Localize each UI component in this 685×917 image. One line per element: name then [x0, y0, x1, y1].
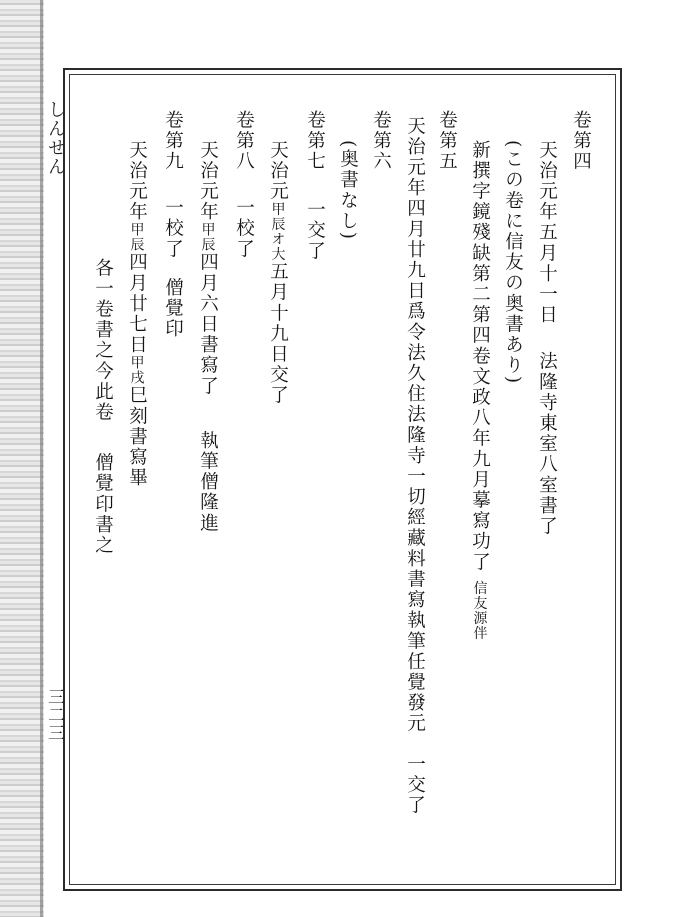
volume-heading: 卷第六 [370, 110, 392, 172]
column-15 [93, 258, 112, 556]
column-8 [338, 140, 357, 241]
column-1 [571, 110, 590, 172]
colophon-text: 天治元年 [126, 140, 148, 223]
colophon-text: 巳刻書寫畢 [126, 385, 148, 489]
column-9 [305, 110, 324, 262]
colophon-text: 天治元年五月十一日 [536, 140, 558, 326]
editorial-note: (この卷に信友の奥書あり) [502, 140, 524, 386]
column-3 [503, 140, 522, 385]
cyclical-day-small: 甲戌 [128, 355, 145, 386]
column-10 [268, 140, 287, 406]
annotation-small: オ大 [269, 231, 286, 262]
column-4 [470, 140, 489, 641]
colophon-text: 五月十九日交了 [267, 261, 289, 407]
cyclical-year-small: 甲辰 [269, 201, 286, 232]
colophon-text: 天治元 [267, 140, 289, 202]
volume-heading: 卷第七 [304, 110, 326, 172]
signature-small: 信友 [471, 580, 488, 611]
signature-small: 源伴 [471, 610, 488, 641]
page-number: 三二三 [44, 688, 64, 742]
column-5 [437, 110, 456, 172]
colophon-text: 法隆寺東室八室書了 [536, 351, 558, 537]
colophon-text: 天治元年 [197, 140, 219, 223]
column-14 [127, 140, 146, 488]
column-7 [371, 110, 390, 172]
scribe-name: 僧覺印書之 [92, 452, 114, 556]
collation-note: 一校了 [162, 197, 184, 260]
volume-heading: 卷第八 [233, 110, 255, 172]
cyclical-year-small: 甲辰 [199, 222, 216, 253]
colophon-text: 四月廿七日 [126, 252, 148, 356]
column-13 [163, 110, 182, 339]
collation-note: 一交了 [304, 199, 326, 262]
volume-heading: 卷第九 [162, 110, 184, 172]
column-6 [405, 116, 424, 816]
volume-heading: 卷第五 [436, 110, 458, 172]
colophon-text: 天治元年四月廿九日爲令法久住法隆寺一切經藏料書寫執筆任覺發元 [404, 116, 426, 734]
column-11 [234, 110, 253, 260]
cyclical-year-small: 甲辰 [128, 222, 145, 253]
collation-note: 一校了 [233, 197, 255, 260]
colophon-text: 新撰字鏡殘缺第二第四卷文政八年九月摹寫功了 [469, 140, 491, 573]
scribe-name: 僧覺印 [162, 277, 184, 340]
scribe-name: 執筆僧隆進 [197, 430, 219, 534]
margin-title: しんせん [45, 100, 66, 176]
column-2 [537, 140, 556, 537]
column-12 [198, 140, 217, 534]
colophon-text: 一交了 [404, 754, 426, 816]
editorial-note: (奥書なし) [337, 140, 359, 242]
colophon-text: 各一卷書之今此卷 [92, 258, 114, 423]
volume-heading: 卷第四 [570, 110, 592, 172]
colophon-text: 四月六日書寫了 [197, 252, 219, 397]
page-binding-edge [0, 0, 44, 917]
